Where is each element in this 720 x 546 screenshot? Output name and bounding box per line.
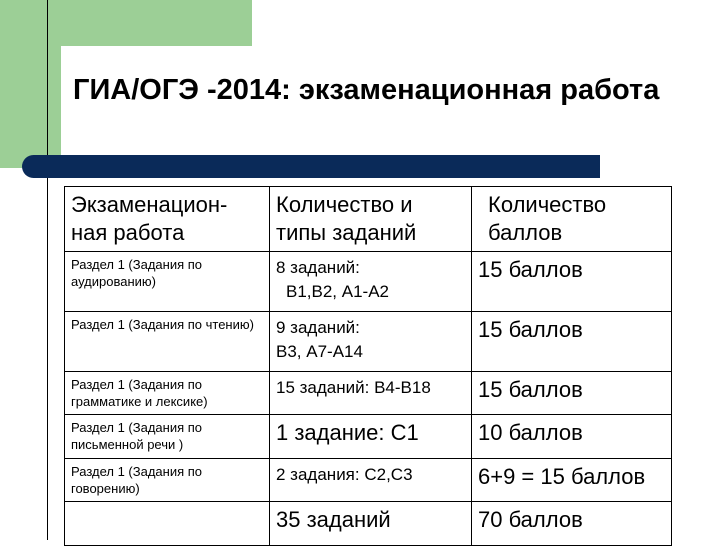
table-row (65, 459, 672, 502)
points-cell: 15 баллов (472, 252, 672, 312)
total-points-cell: 70 баллов (472, 502, 672, 546)
table-header-row (65, 187, 672, 252)
total-tasks-cell: 35 заданий (270, 502, 472, 546)
tasks-cell (270, 312, 472, 372)
tasks-cell: 2 задания: С2,С3 (270, 459, 472, 502)
tasks-line: В1,В2, А1-А2 (286, 282, 390, 301)
points-cell: 15 баллов (472, 372, 672, 415)
decorative-title-bar (22, 155, 600, 178)
decorative-vertical-line (47, 0, 48, 540)
header-points: Количество баллов (472, 187, 672, 252)
tasks-line: 9 заданий: (276, 318, 360, 337)
section-cell: Раздел 1 (Задания по аудированию) (65, 252, 270, 312)
points-cell: 6+9 = 15 баллов (472, 459, 672, 502)
section-cell: Раздел 1 (Задания по говорению) (65, 459, 270, 502)
exam-table (64, 186, 672, 546)
section-cell (65, 502, 270, 546)
tasks-line: 8 заданий: (276, 258, 360, 277)
section-cell: Раздел 1 (Задания по письменной речи ) (65, 415, 270, 459)
title-panel (61, 46, 720, 168)
tasks-cell (270, 252, 472, 312)
tasks-cell: 15 заданий: В4-В18 (270, 372, 472, 415)
table-row (65, 372, 672, 415)
tasks-line: В3, А7-А14 (276, 342, 363, 361)
header-exam-work: Экзаменацион-ная работа (65, 187, 270, 252)
table-total-row (65, 502, 672, 546)
slide-title: ГИА/ОГЭ -2014: экзаменационная работа (73, 74, 660, 106)
points-cell: 10 баллов (472, 415, 672, 459)
table-row (65, 312, 672, 372)
table-row (65, 252, 672, 312)
section-cell: Раздел 1 (Задания по чтению) (65, 312, 270, 372)
tasks-cell: 1 задание: С1 (270, 415, 472, 459)
section-cell: Раздел 1 (Задания по грамматике и лексике) (65, 372, 270, 415)
points-cell: 15 баллов (472, 312, 672, 372)
table-row (65, 415, 672, 459)
header-task-count: Количество и типы заданий (270, 187, 472, 252)
